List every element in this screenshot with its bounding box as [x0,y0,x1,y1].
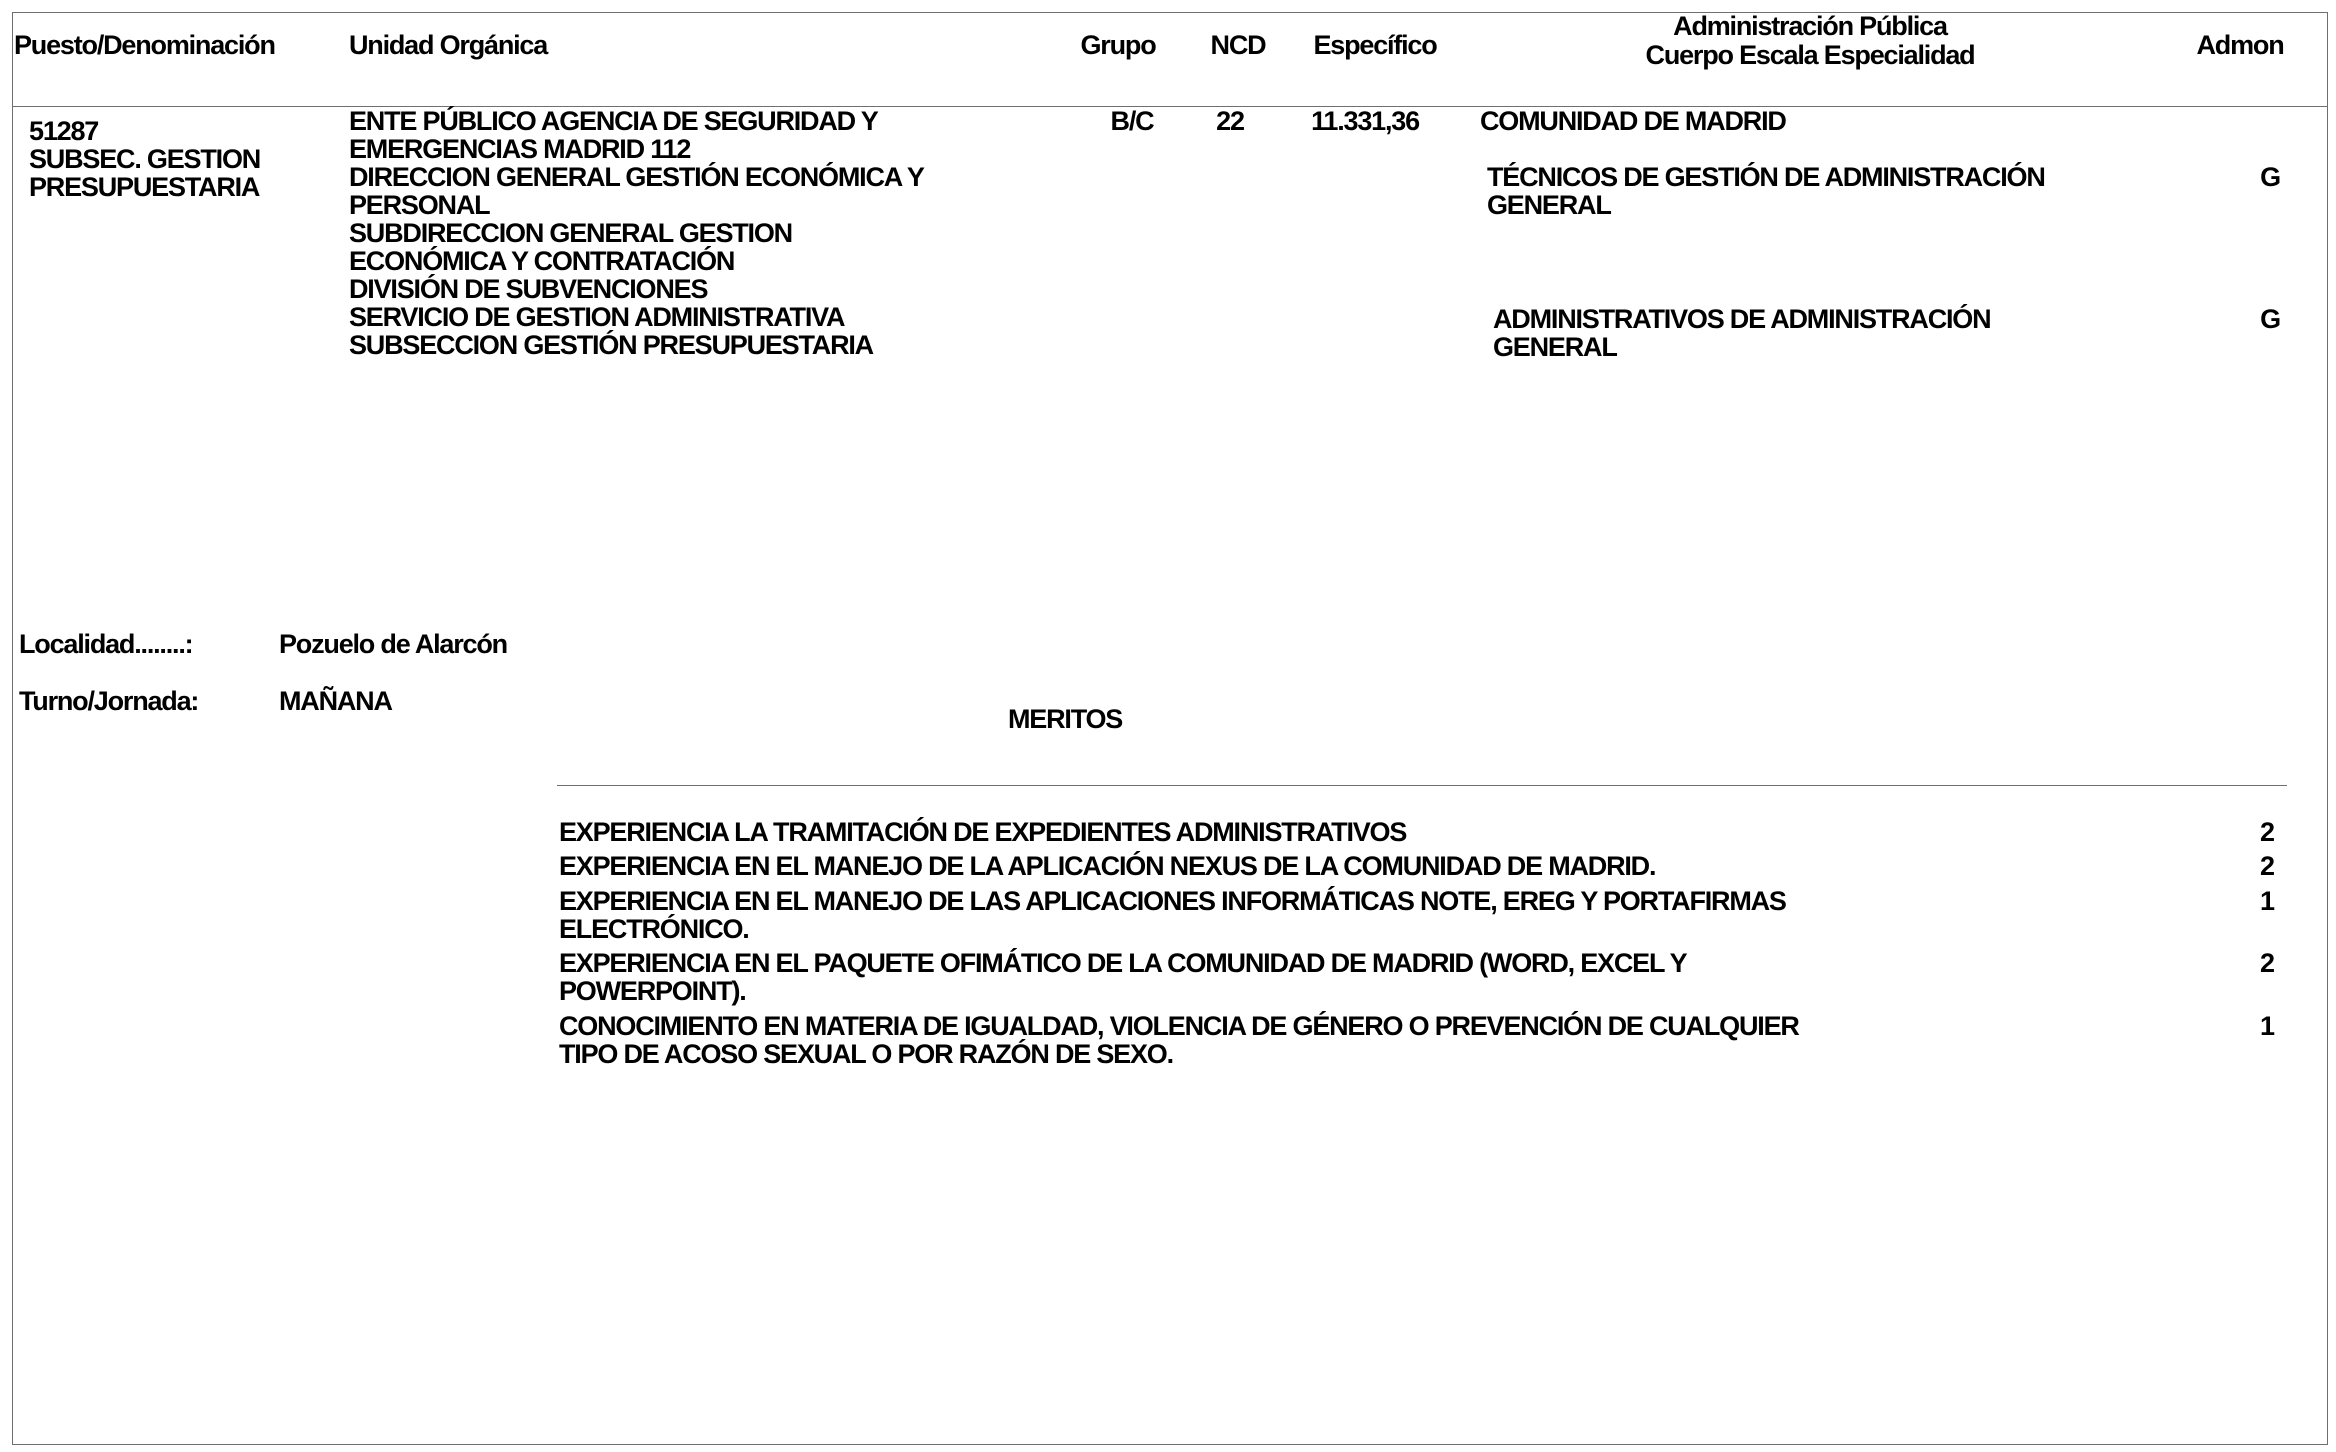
header-administracion-publica: Administración Pública [1673,11,1947,41]
unidad-line: ENTE PÚBLICO AGENCIA DE SEGURIDAD Y [349,106,878,136]
header-ncd: NCD [1210,30,1266,60]
merito-line: CONOCIMIENTO EN MATERIA DE IGUALDAD, VIOLENCIA DE GÉNERO O PREVENCIÓN DE CUALQUIER [559,1011,1799,1041]
header-grupo: Grupo [1080,30,1156,60]
merito-item [559,852,1655,880]
merito-line: POWERPOINT). [559,976,746,1006]
meritos-divider [557,785,2287,786]
cuerpo-line: GENERAL [1493,332,1617,362]
unidad-line: DIVISIÓN DE SUBVENCIONES [349,274,708,304]
unidad-line: DIRECCION GENERAL GESTIÓN ECONÓMICA Y [349,162,924,192]
header-cuerpo-escala: Cuerpo Escala Especialidad [1645,40,1975,70]
merito-line: TIPO DE ACOSO SEXUAL O POR RAZÓN DE SEXO. [559,1039,1173,1069]
unidad-organica-block [349,107,924,359]
merito-item [559,887,1786,943]
merito-line: ELECTRÓNICO. [559,914,749,944]
cuerpo-line: TÉCNICOS DE GESTIÓN DE ADMINISTRACIÓN [1487,162,2045,192]
merito-points: 1 [2260,1011,2274,1041]
merito-item [559,1012,1799,1068]
merito-points: 1 [2260,886,2274,916]
merito-line: EXPERIENCIA EN EL MANEJO DE LA APLICACIÓN NEXUS DE LA COMUNIDAD DE MADRID. [559,851,1656,881]
grupo-value: B/C [1110,106,1154,136]
administracion-value: COMUNIDAD DE MADRID [1480,106,1786,136]
cuerpo-admon: G [2260,162,2280,192]
unidad-line: EMERGENCIAS MADRID 112 [349,134,691,164]
header-unidad-organica: Unidad Orgánica [349,30,548,60]
merito-line: EXPERIENCIA LA TRAMITACIÓN DE EXPEDIENTES ADMINISTRATIVOS [559,817,1407,847]
turno-value: MAÑANA [279,686,392,716]
cuerpo-line: GENERAL [1487,190,1611,220]
unidad-line: ECONÓMICA Y CONTRATACIÓN [349,246,735,276]
meritos-title: MERITOS [1008,704,1123,734]
header-especifico: Específico [1313,30,1437,60]
cuerpo-line: ADMINISTRATIVOS DE ADMINISTRACIÓN [1493,304,1991,334]
localidad-value: Pozuelo de Alarcón [279,629,507,659]
cuerpo-block [1493,305,1990,361]
puesto-block [29,117,260,201]
unidad-line: SUBDIRECCION GENERAL GESTION [349,218,792,248]
turno-label: Turno/Jornada: [19,686,199,716]
unidad-line: PERSONAL [349,190,490,220]
puesto-code: 51287 [29,116,99,146]
puesto-name-line: SUBSEC. GESTION [29,144,261,174]
ncd-value: 22 [1216,106,1244,136]
merito-points: 2 [2260,851,2274,881]
merito-points: 2 [2260,817,2274,847]
header-admon: Admon [2196,30,2284,60]
header-puesto: Puesto/Denominación [14,30,275,60]
puesto-name-line: PRESUPUESTARIA [29,172,260,202]
cuerpo-block [1487,163,2045,219]
localidad-label: Localidad........: [19,629,193,659]
merito-line: EXPERIENCIA EN EL PAQUETE OFIMÁTICO DE LA COMUNIDAD DE MADRID (WORD, EXCEL Y [559,948,1687,978]
unidad-line: SUBSECCION GESTIÓN PRESUPUESTARIA [349,330,873,360]
especifico-value: 11.331,36 [1311,106,1419,136]
merito-item [559,949,1686,1005]
cuerpo-admon: G [2260,304,2280,334]
merito-points: 2 [2260,948,2274,978]
merito-line: EXPERIENCIA EN EL MANEJO DE LAS APLICACIONES INFORMÁTICAS NOTE, EREG Y PORTAFIRMAS [559,886,1786,916]
merito-item [559,818,1406,846]
unidad-line: SERVICIO DE GESTION ADMINISTRATIVA [349,302,845,332]
